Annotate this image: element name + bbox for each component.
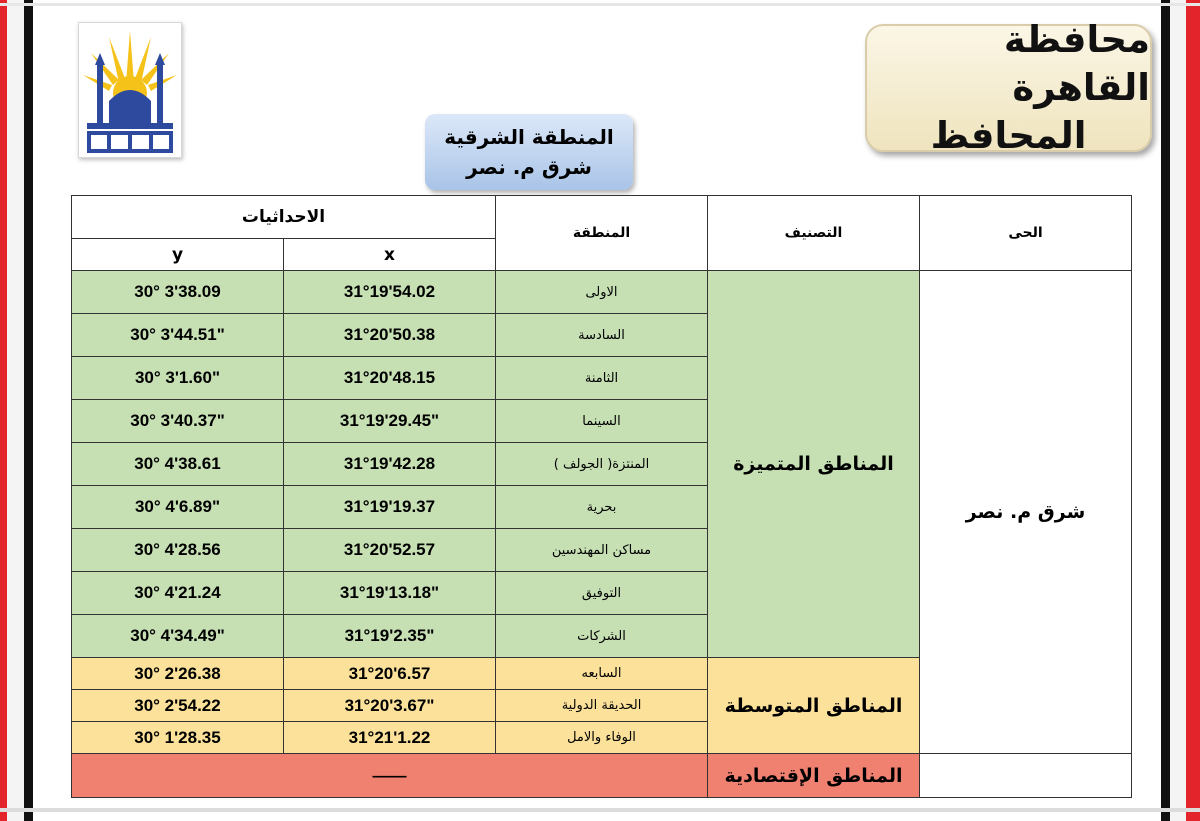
right-black-stripe bbox=[1161, 0, 1170, 821]
district-empty-cell bbox=[920, 754, 1132, 798]
district-header: الحى bbox=[920, 196, 1132, 271]
x-coordinate: 31°19'42.28 bbox=[284, 443, 496, 486]
y-coordinate: 30° 4'34.49" bbox=[72, 615, 284, 658]
y-coordinate: 30° 4'28.56 bbox=[72, 529, 284, 572]
area-name: التوفيق bbox=[496, 572, 708, 615]
region-title-box bbox=[425, 114, 633, 190]
governorate-title-box bbox=[865, 18, 1152, 157]
area-name: مساكن المهندسين bbox=[496, 529, 708, 572]
x-coordinate: 31°19'29.45" bbox=[284, 400, 496, 443]
left-black-stripe bbox=[24, 0, 33, 821]
area-name: بحرية bbox=[496, 486, 708, 529]
economic-areas-value: —— bbox=[72, 754, 708, 798]
governorate-name: محافظة القاهرة bbox=[1003, 18, 1150, 109]
y-coordinate: 30° 3'38.09 bbox=[72, 271, 284, 314]
area-header: المنطقة bbox=[496, 196, 708, 271]
area-name: الوفاء والامل bbox=[496, 722, 708, 754]
y-coordinate: 30° 2'26.38 bbox=[72, 658, 284, 690]
x-coordinate: 31°20'6.57 bbox=[284, 658, 496, 690]
y-coordinate: 30° 4'38.61 bbox=[72, 443, 284, 486]
right-white-stripe bbox=[1170, 0, 1186, 821]
table-row bbox=[72, 271, 1132, 314]
area-name: الشركات bbox=[496, 615, 708, 658]
x-coordinate: 31°19'2.35" bbox=[284, 615, 496, 658]
area-name: السينما bbox=[496, 400, 708, 443]
y-coordinate: 30° 3'1.60" bbox=[72, 357, 284, 400]
area-name: الحديقة الدولية bbox=[496, 690, 708, 722]
x-coordinate: 31°19'54.02 bbox=[284, 271, 496, 314]
x-coordinate: 31°19'13.18" bbox=[284, 572, 496, 615]
governor-label: المحافظ bbox=[930, 114, 1087, 157]
table-row bbox=[72, 754, 1132, 798]
classification-economic: المناطق الإقتصادية bbox=[708, 754, 920, 798]
area-name: السابعه bbox=[496, 658, 708, 690]
cairo-governorate-logo bbox=[78, 22, 182, 158]
area-name: الاولى bbox=[496, 271, 708, 314]
left-red-stripe bbox=[0, 0, 7, 821]
right-red-stripe bbox=[1186, 0, 1200, 821]
y-coordinate: 30° 1'28.35 bbox=[72, 722, 284, 754]
x-header: x bbox=[284, 239, 496, 271]
y-coordinate: 30° 4'21.24 bbox=[72, 572, 284, 615]
x-coordinate: 31°21'1.22 bbox=[284, 722, 496, 754]
left-white-stripe bbox=[7, 0, 24, 821]
area-name: المنتزة( الجولف ) bbox=[496, 443, 708, 486]
district-subtitle: شرق م. نصر bbox=[466, 155, 592, 179]
district-name: شرق م. نصر bbox=[920, 271, 1132, 754]
area-name: السادسة bbox=[496, 314, 708, 357]
y-coordinate: 30° 3'44.51" bbox=[72, 314, 284, 357]
classification-distinguished: المناطق المتميزة bbox=[708, 271, 920, 658]
x-coordinate: 31°20'48.15 bbox=[284, 357, 496, 400]
coordinates-header: الاحداثيات bbox=[72, 196, 496, 239]
top-divider bbox=[0, 3, 1200, 6]
coordinates-table bbox=[71, 195, 1132, 798]
classification-medium: المناطق المتوسطة bbox=[708, 658, 920, 754]
x-coordinate: 31°20'50.38 bbox=[284, 314, 496, 357]
y-header: y bbox=[72, 239, 284, 271]
classification-header: التصنيف bbox=[708, 196, 920, 271]
y-coordinate: 30° 2'54.22 bbox=[72, 690, 284, 722]
x-coordinate: 31°20'52.57 bbox=[284, 529, 496, 572]
x-coordinate: 31°20'3.67" bbox=[284, 690, 496, 722]
y-coordinate: 30° 4'6.89" bbox=[72, 486, 284, 529]
region-name: المنطقة الشرقية bbox=[444, 125, 614, 149]
x-coordinate: 31°19'19.37 bbox=[284, 486, 496, 529]
area-name: الثامنة bbox=[496, 357, 708, 400]
bottom-divider bbox=[0, 808, 1200, 812]
y-coordinate: 30° 3'40.37" bbox=[72, 400, 284, 443]
